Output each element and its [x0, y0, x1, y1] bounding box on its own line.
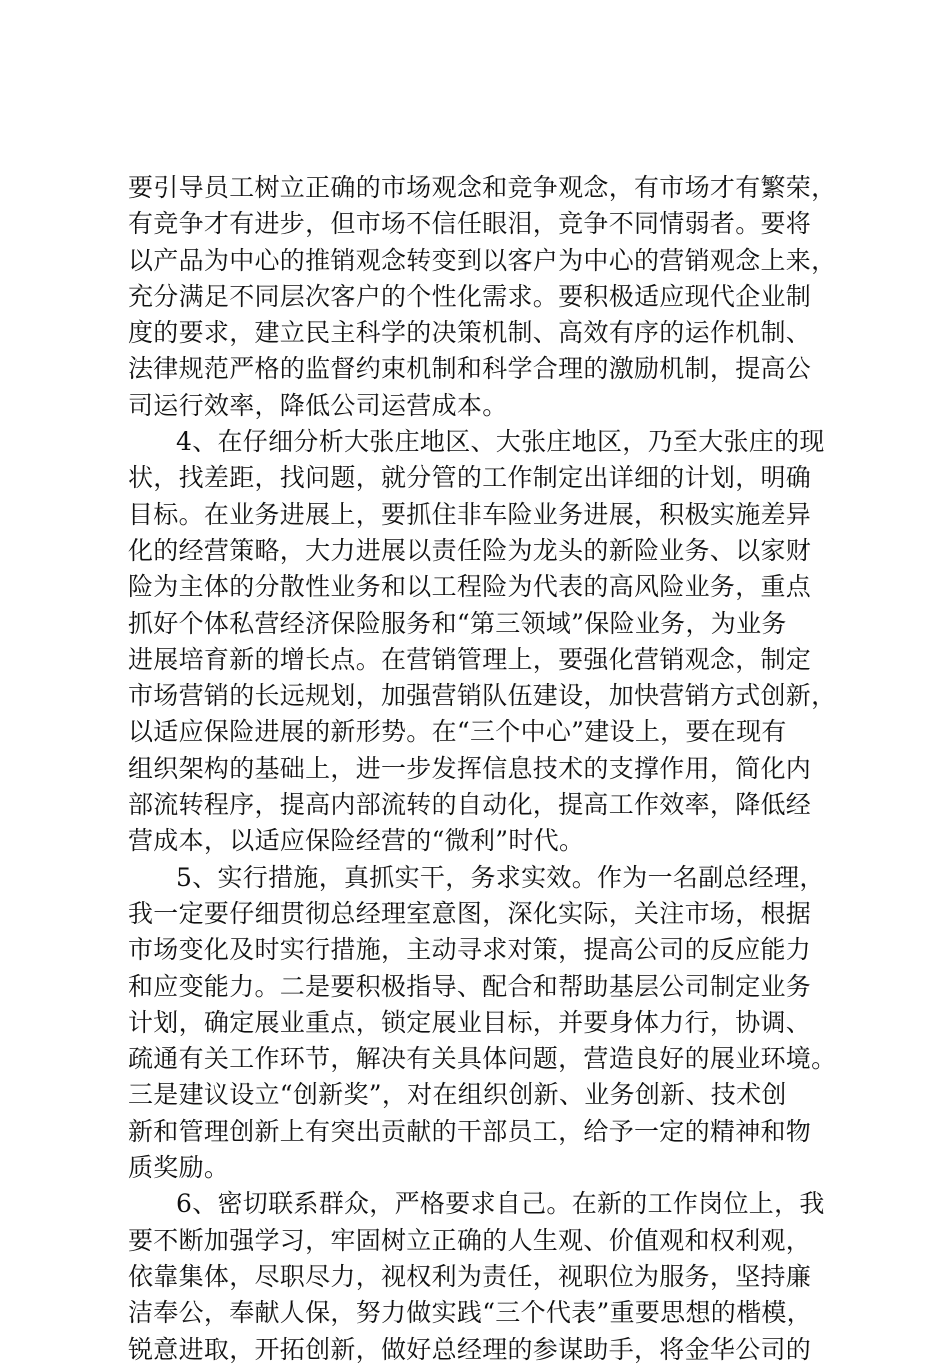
text-line: 和应变能力。二是要积极指导、配合和帮助基层公司制定业务: [128, 971, 812, 1001]
text-line: 要引导员工树立正确的市场观念和竞争观念，有市场才有繁荣，: [128, 173, 837, 202]
text-line: 度的要求，建立民主科学的决策机制、高效有序的运作机制、: [128, 318, 812, 348]
text-line: 锐意进取，开拓创新，做好总经理的参谋助手，将金华公司的: [128, 1334, 812, 1364]
body-text: [128, 170, 837, 1368]
text-line: 新和管理创新上有突出贡献的干部员工，给予一定的精神和物: [128, 1116, 812, 1146]
text-line: 要不断加强学习，牢固树立正确的人生观、价值观和权利观，: [128, 1225, 812, 1255]
text-line: 部流转程序，提高内部流转的自动化，提高工作效率，降低经: [128, 790, 812, 820]
text-line: 状，找差距，找问题，就分管的工作制定出详细的计划，明确: [128, 463, 812, 493]
text-line: 洁奉公，奉献人保，努力做实践“三个代表”重要思想的楷模，: [128, 1298, 812, 1328]
text-line: 4、在仔细分析大张庄地区、大张庄地区，乃至大张庄的现: [176, 427, 825, 457]
text-line: 市场营销的长远规划，加强营销队伍建设，加快营销方式创新，: [128, 681, 837, 711]
text-line: 化的经营策略，大力进展以责任险为龙头的新险业务、以家财: [128, 535, 812, 565]
text-line: 市场变化及时实行措施，主动寻求对策，提高公司的反应能力: [128, 935, 812, 965]
text-line: 质奖励。: [128, 1153, 230, 1183]
text-line: 充分满足不同层次客户的个性化需求。要积极适应现代企业制: [128, 281, 812, 311]
text-line: 以适应保险进展的新形势。在“三个中心”建设上，要在现有: [128, 717, 787, 747]
text-line: 有竞争才有进步，但市场不信任眼泪，竞争不同情弱者。要将: [128, 209, 812, 239]
text-line: 依靠集体，尽职尽力，视权利为责任，视职位为服务，坚持廉: [128, 1261, 812, 1291]
text-line: 进展培育新的增长点。在营销管理上，要强化营销观念，制定: [128, 644, 812, 674]
text-line: 组织架构的基础上，进一步发挥信息技术的支撑作用，简化内: [128, 753, 812, 783]
text-line: 5、实行措施，真抓实干，务求实效。作为一名副总经理，: [176, 862, 825, 892]
text-line: 目标。在业务进展上，要抓住非车险业务进展，积极实施差异: [128, 499, 812, 529]
text-line: 以产品为中心的推销观念转变到以客户为中心的营销观念上来，: [128, 245, 837, 275]
text-line: 计划，确定展业重点，锁定展业目标，并要身体力行，协调、: [128, 1007, 812, 1037]
text-line: 我一定要仔细贯彻总经理室意图，深化实际，关注市场，根据: [128, 898, 812, 928]
text-line: 法律规范严格的监督约束机制和科学合理的激励机制，提高公: [128, 354, 812, 384]
text-line: 营成本，以适应保险经营的“微利”时代。: [128, 826, 585, 856]
text-line: 抓好个体私营经济保险服务和“第三领域”保险业务，为业务: [128, 608, 787, 638]
text-line: 疏通有关工作环节，解决有关具体问题，营造良好的展业环境。: [128, 1044, 837, 1074]
text-line: 6、密切联系群众，严格要求自己。在新的工作岗位上，我: [176, 1189, 825, 1219]
text-line: 司运行效率，降低公司运营成本。: [128, 390, 508, 420]
text-line: 险为主体的分散性业务和以工程险为代表的高风险业务，重点: [128, 572, 812, 602]
text-line: 三是建议设立“创新奖”，对在组织创新、业务创新、技术创: [128, 1080, 787, 1110]
